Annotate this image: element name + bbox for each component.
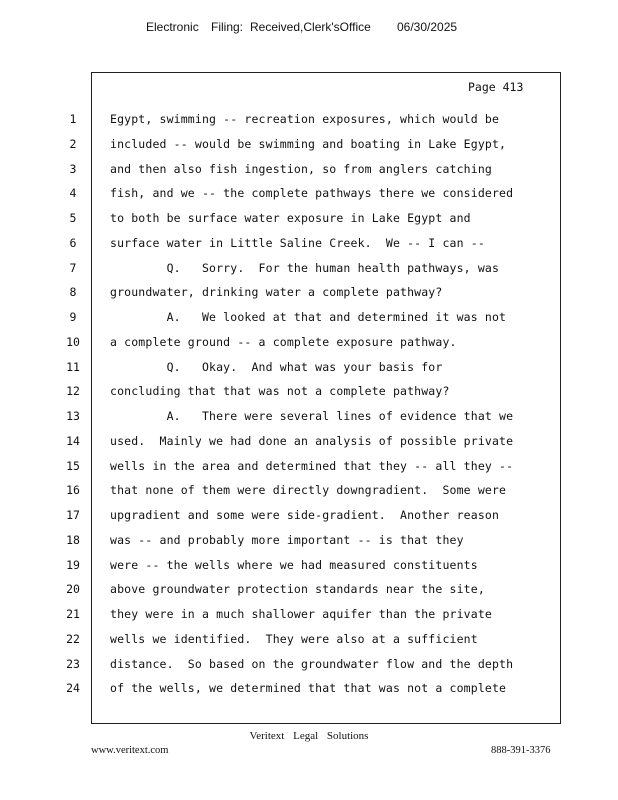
transcript-line: that none of them were directly downgradient. Some were	[110, 483, 507, 498]
transcript-line: upgradient and some were side-gradient. Another reason	[110, 508, 500, 522]
header-date: 06/30/2025	[397, 20, 458, 34]
transcript-line: to both be surface water exposure in Lake Egypt and	[110, 211, 471, 225]
transcript-line: of the wells, we determined that that was not a complete	[110, 681, 507, 696]
line-number: 12	[66, 384, 80, 399]
transcript-line: Q. Sorry. For the human health pathways, was	[110, 260, 500, 275]
transcript-line: used. Mainly we had done an analysis of possible private	[110, 433, 514, 448]
header-electronic: Electronic	[146, 20, 199, 34]
line-number: 6	[69, 235, 77, 250]
page-number: Page 413	[468, 80, 524, 94]
line-number: 5	[69, 211, 77, 225]
line-number: 23	[66, 656, 80, 671]
transcript-line: concluding that that was not a complete pathway?	[110, 384, 450, 399]
transcript-line: groundwater, drinking water a complete pathway?	[110, 285, 443, 300]
line-number: 19	[66, 557, 80, 572]
line-number: 20	[66, 582, 80, 597]
footer-website: www.veritext.com	[91, 745, 169, 756]
transcript-line: Q. Okay. And what was your basis for	[110, 359, 443, 374]
transcript-line: were -- the wells where we had measured constituents	[110, 557, 478, 572]
line-number: 3	[69, 161, 77, 176]
transcript-line: fish, and we -- the complete pathways there we considered	[110, 186, 514, 201]
transcript-line: A. There were several lines of evidence that we	[110, 409, 514, 423]
transcript-line: A. We looked at that and determined it was not	[110, 310, 507, 324]
filing-header	[0, 20, 618, 38]
header-filing: Filing:	[211, 20, 244, 34]
transcript-line: wells we identified. They were also at a sufficient	[110, 631, 478, 646]
line-number: 15	[66, 458, 80, 473]
line-number: 18	[66, 532, 80, 547]
line-number: 9	[69, 310, 77, 324]
line-number: 14	[66, 433, 80, 448]
transcript-line: distance. So based on the groundwater flow and the depth	[110, 656, 514, 671]
header-received: Received,Clerk'sOffice	[250, 20, 371, 34]
line-number: 11	[66, 359, 80, 374]
line-number: 2	[69, 136, 77, 151]
line-number: 16	[66, 483, 80, 498]
footer-company: Veritext Legal Solutions	[249, 730, 369, 742]
footer-phone: 888-391-3376	[491, 745, 551, 756]
line-number: 8	[69, 285, 77, 300]
line-number: 1	[69, 112, 77, 126]
line-number: 24	[66, 681, 80, 696]
transcript-line: was -- and probably more important -- is that they	[110, 532, 464, 547]
transcript-line: included -- would be swimming and boating in Lake Egypt,	[110, 136, 507, 151]
transcript-line: surface water in Little Saline Creek. We -- I can --	[110, 235, 485, 250]
transcript-line: a complete ground -- a complete exposure pathway.	[110, 334, 457, 349]
line-number: 21	[66, 607, 80, 621]
line-number: 17	[66, 508, 80, 522]
line-number: 10	[66, 334, 80, 349]
transcript-line: Egypt, swimming -- recreation exposures, which would be	[110, 112, 500, 126]
line-number: 4	[69, 186, 77, 201]
transcript-line: and then also fish ingestion, so from anglers catching	[110, 161, 492, 176]
line-number: 7	[69, 260, 77, 275]
transcript-line: wells in the area and determined that they -- all they --	[110, 458, 514, 473]
transcript-line: they were in a much shallower aquifer than the private	[110, 607, 492, 621]
transcript-line: above groundwater protection standards near the site,	[110, 582, 485, 597]
line-number: 22	[66, 631, 80, 646]
line-number: 13	[66, 409, 80, 423]
